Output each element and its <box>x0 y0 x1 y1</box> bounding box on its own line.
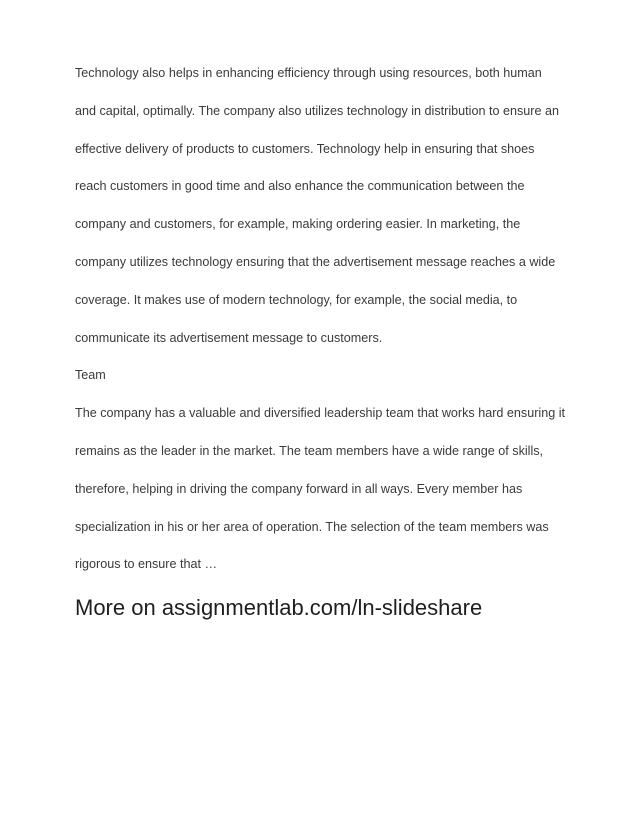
text-line: effective delivery of products to customers. Technology help in ensuring that shoes <box>75 141 535 156</box>
text-line: remains as the leader in the market. The team members have a wide range of skills, <box>75 443 544 458</box>
text-line: communicate its advertisement message to customers. <box>75 330 383 345</box>
document-page <box>75 66 575 621</box>
text-line: coverage. It makes use of modern technology, for example, the social media, to <box>75 292 518 307</box>
section-heading-team: Team <box>75 368 106 383</box>
text-line: specialization in his or her area of operation. The selection of the team members was <box>75 519 549 534</box>
text-line: The company has a valuable and diversified leadership team that works hard ensuring it <box>75 406 566 421</box>
text-line: rigorous to ensure that … <box>75 557 218 572</box>
text-line: reach customers in good time and also enhance the communication between the <box>75 179 525 194</box>
text-line: therefore, helping in driving the company forward in all ways. Every member has <box>75 481 523 496</box>
text-line: company utilizes technology ensuring that the advertisement message reaches a wide <box>75 254 556 269</box>
text-line: company and customers, for example, making ordering easier. In marketing, the <box>75 217 521 232</box>
text-line: and capital, optimally. The company also utilizes technology in distribution to ensure an <box>75 103 559 118</box>
more-link[interactable]: More on assignmentlab.com/ln-slideshare <box>75 595 483 621</box>
text-line: Technology also helps in enhancing efficiency through using resources, both human <box>75 66 542 80</box>
paragraph-technology <box>75 66 575 346</box>
paragraph-team <box>75 406 575 572</box>
